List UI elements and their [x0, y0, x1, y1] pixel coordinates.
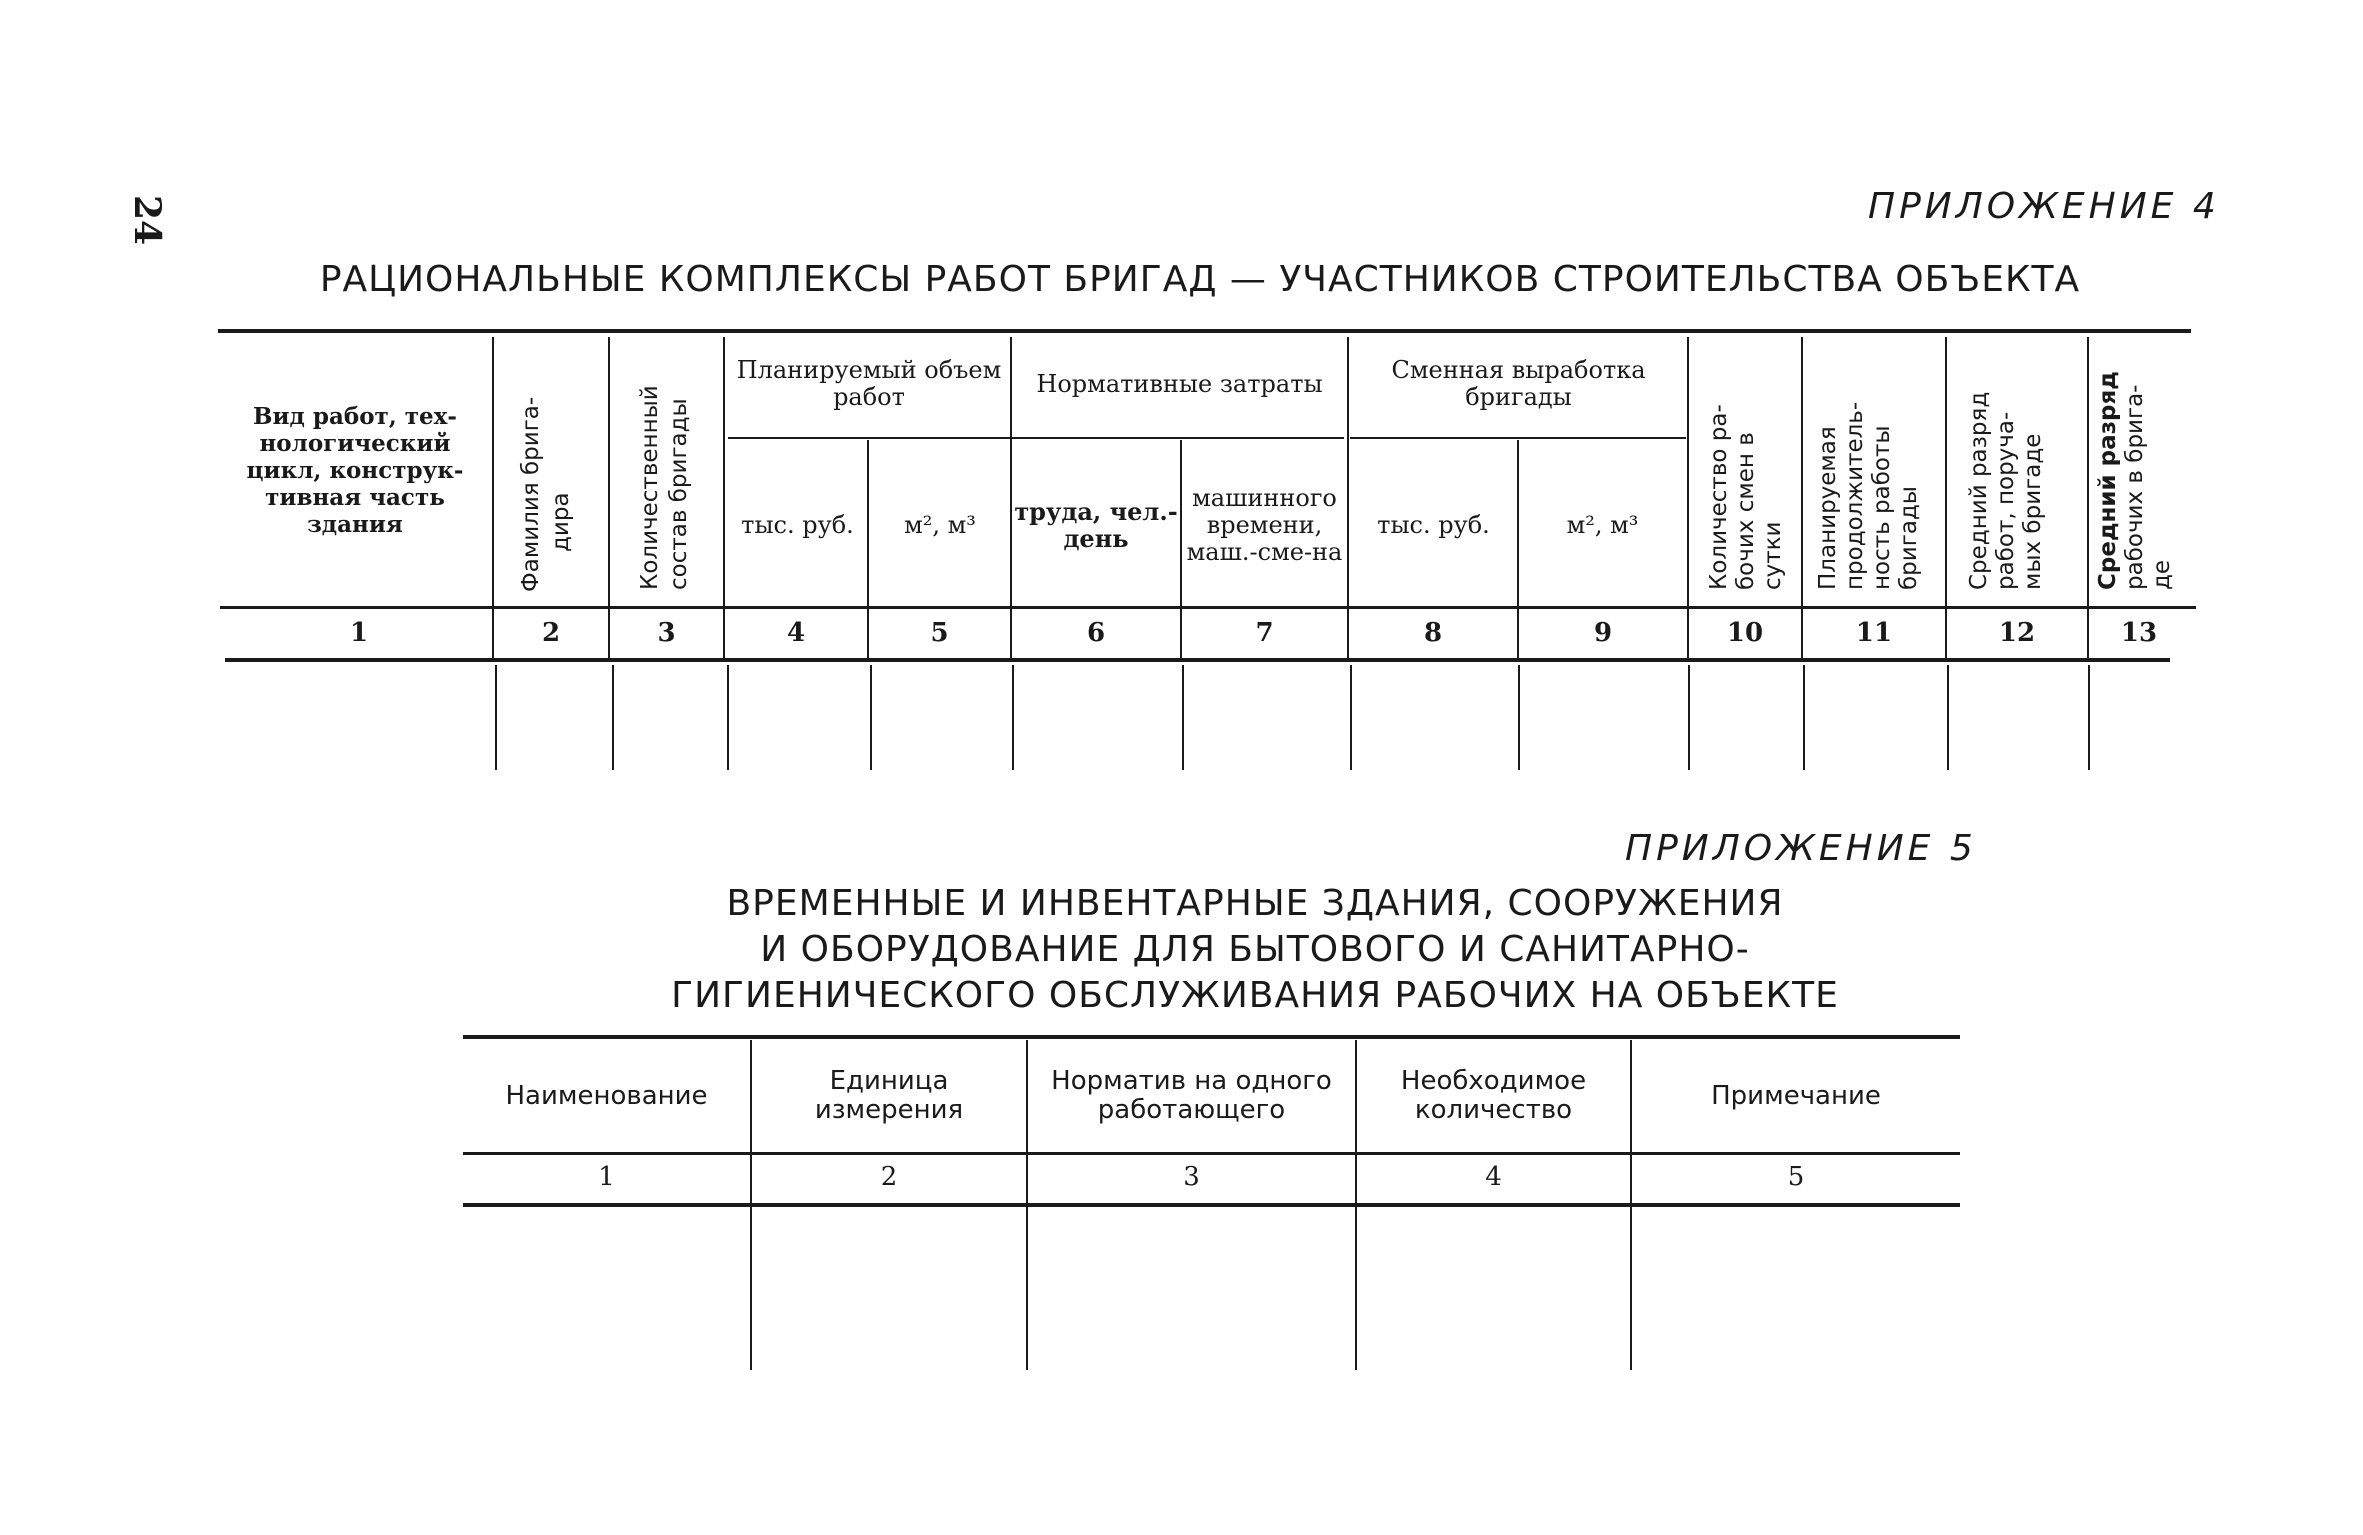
header-crew-size-line2: состав бригады — [666, 398, 692, 590]
body-divider — [2088, 665, 2090, 770]
header-planned-m2m3: м², м³ — [904, 510, 976, 539]
body-divider — [612, 665, 614, 770]
appendix-5-title-line2: И ОБОРУДОВАНИЕ ДЛЯ БЫТОВОГО И САНИТАРНО- — [760, 929, 1750, 970]
column-number: 3 — [1183, 1162, 1200, 1192]
column-number: 5 — [930, 618, 949, 648]
header-required-qty: Необходимое количество — [1400, 1066, 1587, 1125]
column-number: 5 — [1787, 1162, 1805, 1192]
header-worker-grade-line3: де — [2149, 559, 2175, 590]
column-number: 6 — [1086, 618, 1106, 648]
body-divider — [870, 665, 872, 770]
appendix-5-title-line1: ВРЕМЕННЫЕ И ИНВЕНТАРНЫЕ ЗДАНИЯ, СООРУЖЕНИЯ — [726, 883, 1784, 924]
header-group-norm: Нормативные затраты — [1036, 369, 1323, 398]
group-rule-norm — [1012, 437, 1344, 439]
group-rule-shift — [1350, 437, 1686, 439]
table2-top-rule — [463, 1035, 1960, 1039]
column-number: 9 — [1593, 618, 1613, 648]
header-foreman-line1: Фамилия брига- — [518, 396, 544, 592]
body-divider — [727, 665, 729, 770]
table2-number-rule — [463, 1203, 1960, 1207]
body-divider — [1350, 665, 1352, 770]
header-shifts-line3: сутки — [1760, 521, 1786, 590]
body-divider — [1803, 665, 1805, 770]
header-duration-line2: продолжитель- — [1842, 401, 1868, 590]
column-number: 8 — [1423, 618, 1443, 648]
header-duration-line4: бригады — [1896, 486, 1922, 590]
header-crew-size-line1: Количественный — [637, 385, 663, 590]
col-divider — [1801, 337, 1803, 658]
header-group-planned: Планируемый объем работ — [736, 356, 1002, 411]
column-number: 1 — [349, 618, 369, 648]
header-work-grade-line1: Средний разряд — [1966, 391, 1992, 590]
appendix-4-title: РАЦИОНАЛЬНЫЕ КОМПЛЕКСЫ РАБОТ БРИГАД — УЧАСТНИКОВ СТРОИТЕЛЬСТВА ОБЪЕКТА — [319, 259, 2081, 300]
column-number: 4 — [786, 618, 806, 648]
col-divider — [723, 337, 725, 658]
header-bottom-rule — [220, 606, 2196, 609]
header-duration-line1: Планируемая — [1815, 426, 1841, 590]
col-divider — [2087, 337, 2089, 658]
body-divider — [1688, 665, 1690, 770]
table-top-rule — [218, 329, 2191, 333]
col-divider — [1945, 337, 1947, 658]
header-group-shift: Сменная выработка бригады — [1391, 356, 1646, 411]
column-number: 12 — [1998, 618, 2036, 648]
col-divider — [1347, 337, 1349, 658]
header-shift-m2m3: м², м³ — [1566, 510, 1639, 539]
column-number: 3 — [657, 618, 676, 648]
number-row-rule — [225, 658, 2170, 662]
body-divider — [495, 665, 497, 770]
column-number: 13 — [2120, 618, 2158, 648]
appendix-4-label: ПРИЛОЖЕНИЕ 4 — [1868, 186, 2220, 227]
column-number: 2 — [541, 618, 561, 648]
group-rule-planned — [728, 437, 1010, 439]
header-duration-line3: ность работы — [1869, 425, 1895, 590]
header-name: Наименование — [505, 1080, 708, 1111]
header-norm-machine: машинного времени, маш.-сме-на — [1186, 483, 1343, 566]
header-shifts-line1: Количество ра- — [1706, 404, 1732, 590]
body-divider — [1012, 665, 1014, 770]
column-number: 10 — [1726, 618, 1764, 648]
body-divider — [1947, 665, 1949, 770]
column-number: 11 — [1855, 618, 1893, 648]
appendix-5-label: ПРИЛОЖЕНИЕ 5 — [1625, 828, 1977, 869]
col-divider — [492, 337, 494, 658]
header-shift-rub: тыс. руб. — [1377, 510, 1490, 539]
header-planned-rub: тыс. руб. — [741, 510, 854, 539]
header-shifts-line2: бочих смен в — [1733, 432, 1759, 590]
column-number: 4 — [1485, 1162, 1502, 1192]
header-work-grade-line2: работ, поруча- — [1993, 411, 2019, 590]
header-norm-labor: труда, чел.-день — [1014, 497, 1178, 553]
column-number: 2 — [880, 1162, 898, 1192]
header-foreman-line2: дира — [548, 492, 574, 552]
table2-header-rule — [463, 1152, 1960, 1155]
header-work-grade-line3: мых бригаде — [2020, 433, 2046, 590]
body-divider — [1518, 665, 1520, 770]
header-work-type: Вид работ, тех-нологический цикл, конструк-тивная часть здания — [246, 402, 464, 538]
col-divider — [608, 337, 610, 658]
header-worker-grade-line1: Средний разряд — [2095, 371, 2121, 590]
col-divider — [1687, 337, 1689, 658]
column-number: 7 — [1255, 618, 1274, 648]
body-divider — [1182, 665, 1184, 770]
header-norm-per-worker: Норматив на одного работающего — [1051, 1066, 1332, 1125]
header-unit: Единица измерения — [814, 1066, 964, 1125]
header-worker-grade-line2: рабочих в брига- — [2122, 384, 2148, 590]
page-number: 24 — [126, 195, 168, 246]
header-note: Примечание — [1711, 1080, 1881, 1111]
column-number: 1 — [598, 1162, 615, 1192]
appendix-5-title-line3: ГИГИЕНИЧЕСКОГО ОБСЛУЖИВАНИЯ РАБОЧИХ НА ОБЪЕКТЕ — [671, 975, 1839, 1016]
